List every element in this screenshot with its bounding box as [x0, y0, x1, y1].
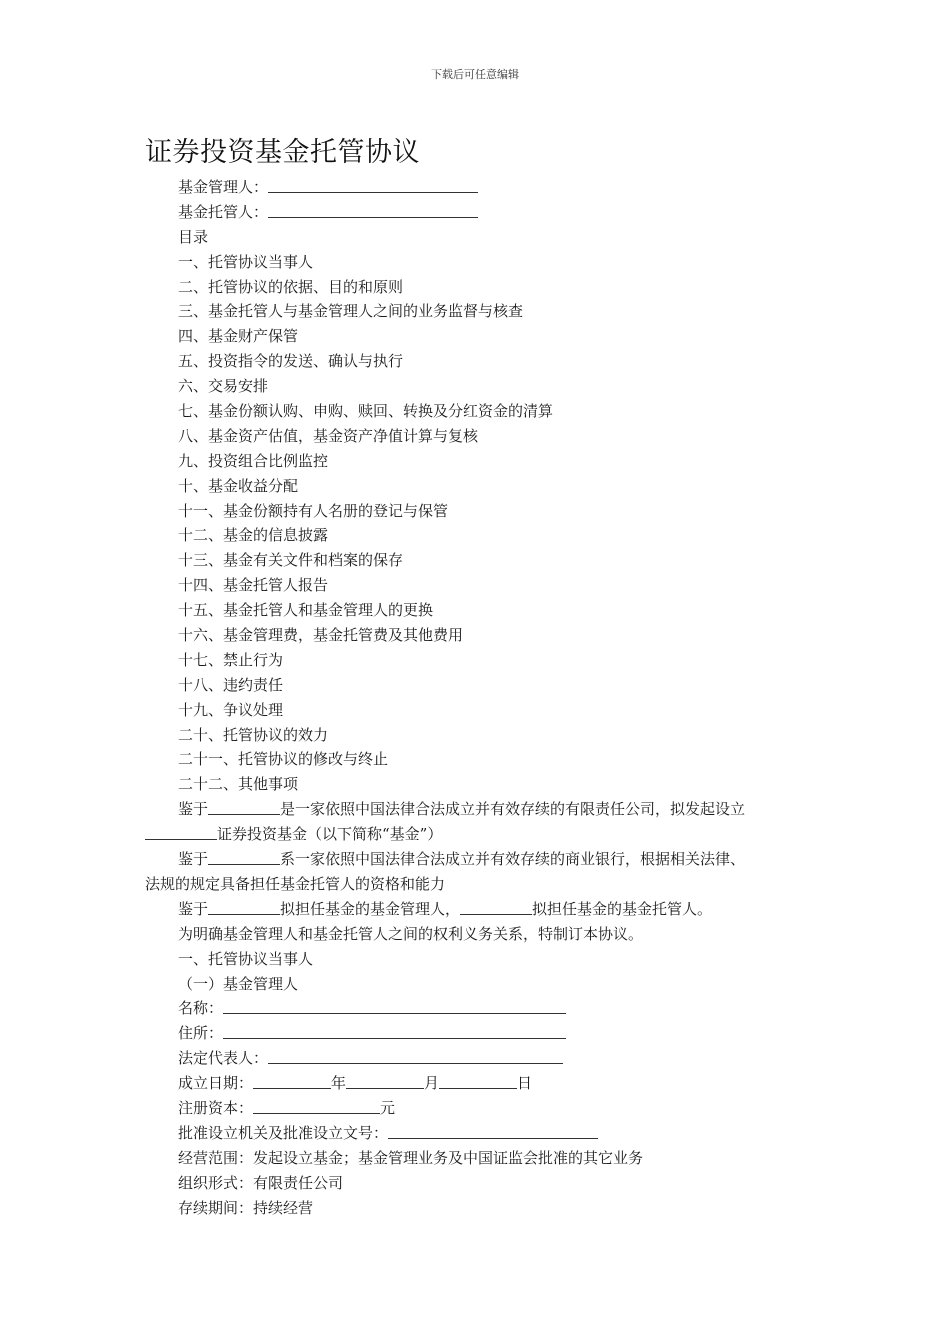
toc-item: 十二、基金的信息披露 — [178, 526, 329, 545]
toc-item: 十四、基金托管人报告 — [178, 576, 329, 595]
scope-field: 经营范围：发起设立基金；基金管理业务及中国证监会批准的其它业务 — [178, 1148, 644, 1167]
legal-rep-field — [145, 1046, 825, 1071]
toc-item: 二十二、其他事项 — [178, 775, 299, 794]
blank — [253, 1073, 331, 1089]
toc-item: 十七、禁止行为 — [178, 650, 284, 669]
toc-item: 十一、基金份额持有人名册的登记与保管 — [178, 501, 449, 520]
approval-field — [145, 1121, 825, 1146]
recital-text: 鉴于 — [178, 850, 209, 869]
recital-2-line-1 — [145, 847, 825, 872]
toc-item: 五、投资指令的发送、确认与执行 — [178, 352, 404, 371]
toc-item: 十、基金收益分配 — [178, 476, 299, 495]
field-label: 月 — [424, 1074, 440, 1093]
page-header: 下载后可任意编辑 — [431, 68, 519, 81]
recital-text: 鉴于 — [178, 800, 209, 819]
toc-item: 四、基金财产保管 — [178, 327, 299, 346]
manager-label: 基金管理人： — [178, 178, 269, 196]
field-label: 注册资本： — [178, 1098, 254, 1117]
recital-2-line-2: 法规的规定具备担任基金托管人的资格和能力 — [145, 874, 446, 893]
field-label: 法定代表人： — [178, 1049, 269, 1068]
recital-text: 拟担任基金的基金管理人， — [280, 899, 461, 918]
blank — [223, 998, 566, 1014]
blank — [208, 799, 280, 815]
blank — [253, 1098, 380, 1114]
name-field — [145, 996, 825, 1021]
toc-item: 三、基金托管人与基金管理人之间的业务监督与核查 — [178, 302, 524, 321]
blank — [388, 1123, 598, 1139]
subsection-heading: （一）基金管理人 — [178, 974, 299, 993]
blank — [268, 1048, 563, 1064]
recital-text: 鉴于 — [178, 899, 209, 918]
field-label: 名称： — [178, 999, 224, 1018]
recital-1-line-2 — [145, 822, 825, 847]
org-form-field: 组织形式：有限责任公司 — [178, 1173, 344, 1192]
custodian-blank — [268, 202, 478, 218]
toc-item: 七、基金份额认购、申购、赎回、转换及分红资金的清算 — [178, 402, 554, 421]
manager-line — [145, 175, 825, 200]
blank — [208, 849, 280, 865]
toc-item: 八、基金资产估值，基金资产净值计算与复核 — [178, 426, 479, 445]
toc-item: 十六、基金管理费，基金托管费及其他费用 — [178, 626, 464, 645]
blank — [460, 899, 532, 915]
toc-item: 十三、基金有关文件和档案的保存 — [178, 551, 404, 570]
toc-item: 二十、托管协议的效力 — [178, 725, 329, 744]
table-of-contents — [145, 250, 825, 798]
document-body — [145, 175, 825, 1220]
recital-3 — [145, 897, 825, 922]
purpose-statement: 为明确基金管理人和基金托管人之间的权利义务关系，特制订本协议。 — [178, 924, 644, 943]
recital-text: 是一家依照中国法律合法成立并有效存续的有限责任公司，拟发起设立 — [280, 800, 746, 819]
toc-label: 目录 — [178, 227, 209, 246]
section-heading: 一、托管协议当事人 — [178, 949, 314, 968]
blank — [208, 899, 280, 915]
date-field — [145, 1071, 825, 1096]
custodian-line — [145, 200, 825, 225]
recital-text: 系一家依照中国法律合法成立并有效存续的商业银行，根据相关法律、 — [280, 850, 746, 869]
toc-item: 六、交易安排 — [178, 377, 269, 396]
field-label: 年 — [331, 1074, 347, 1093]
blank — [439, 1073, 517, 1089]
toc-item: 十九、争议处理 — [178, 700, 284, 719]
field-label: 住所： — [178, 1024, 224, 1043]
toc-item: 九、投资组合比例监控 — [178, 451, 329, 470]
recital-1-line-1 — [145, 797, 825, 822]
document-title: 证券投资基金托管协议 — [145, 137, 420, 168]
field-label: 元 — [380, 1098, 396, 1117]
toc-item: 十八、违约责任 — [178, 675, 284, 694]
field-label: 成立日期： — [178, 1074, 254, 1093]
address-field — [145, 1021, 825, 1046]
custodian-label: 基金托管人： — [178, 202, 269, 221]
toc-item: 十五、基金托管人和基金管理人的更换 — [178, 601, 434, 620]
blank — [346, 1073, 424, 1089]
manager-blank — [268, 177, 478, 193]
recital-text: 拟担任基金的基金托管人。 — [532, 899, 713, 918]
capital-field — [145, 1096, 825, 1121]
field-label: 批准设立机关及批准设立文号： — [178, 1123, 389, 1142]
duration-field: 存续期间：持续经营 — [178, 1198, 314, 1217]
toc-item: 二十一、托管协议的修改与终止 — [178, 750, 389, 769]
blank — [223, 1023, 566, 1039]
toc-item: 一、托管协议当事人 — [178, 252, 314, 271]
toc-item: 二、托管协议的依据、目的和原则 — [178, 277, 404, 296]
field-label: 日 — [517, 1074, 533, 1093]
recital-text: 证券投资基金（以下简称“基金”） — [217, 825, 443, 844]
blank — [145, 824, 217, 840]
